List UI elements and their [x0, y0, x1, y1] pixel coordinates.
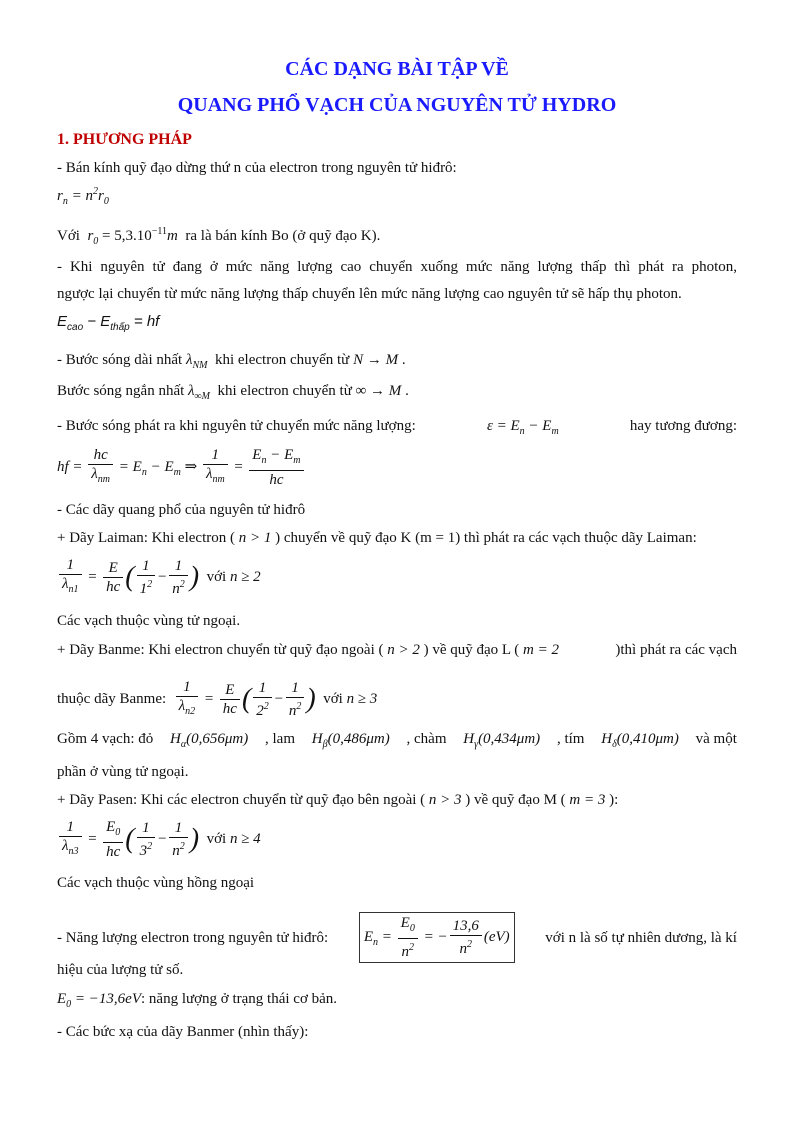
formula-energy-diff: $E_{cao} - E_{thấp}$ = hf [57, 313, 160, 333]
paragraph-balmer-visible: - Các bức xạ của dãy Banmer (nhìn thấy): [57, 1024, 309, 1040]
paragraph-photon-line1: - Khi nguyên tử đang ở mức năng lượng cao chuyển xuống mức năng lượng thấp thì phát ra photon, [57, 259, 737, 275]
paragraph-longest-wavelength: - Bước sóng dài nhất $\lambda_{NM}$ khi electron chuyển từ N → M . [57, 352, 406, 371]
paragraph-r0: Với $r_0 = 5,3.10^{-11}m$ ra là bán kính Bo (ở quỹ đạo K). [57, 226, 381, 247]
paragraph-balmer-lines: Gồm 4 vạch: đỏ $H_\alpha(0,656\mu m)$ , lam $H_\beta(0,486\mu m)$ , chàm $H_\gamma(0,434\mu m)$ , tím $H_\delta(0,410\mu m)$ và một [57, 731, 737, 750]
section-heading-method: 1. PHƯƠNG PHÁP [57, 131, 192, 148]
paragraph-lyman: + Dãy Laiman: Khi electron ( n > 1 ) chuyển về quỹ đạo K (m = 1) thì phát ra các vạch thuộc dãy Laiman: [57, 530, 697, 546]
formula-en-box: $E_n$ = $\frac{E_0}{n^2}$ = − $\frac{13,6}{n^2}$ (eV) [359, 912, 515, 963]
paragraph-balmer-uv: phần ở vùng tử ngoại. [57, 764, 189, 780]
paragraph-balmer-formula: thuộc dãy Banme: $\frac{1}{\lambda_{n2}}$ = $\frac{E}{hc}$ ( $\frac{1}{2^2}$ − $\frac{1}{n^2}$ ) với n ≥ 3 [57, 679, 378, 719]
paragraph-spectral-series: - Các dãy quang phổ của nguyên tử hiđrô [57, 502, 306, 518]
formula-hf: hf = $\frac{hc}{\lambda_{nm}}$ = $E_n - E_m$ ⇒ $\frac{1}{\lambda_{nm}}$ = $\frac{E_n - E_m}{hc}$ [57, 446, 306, 489]
paragraph-paschen: + Dãy Pasen: Khi các electron chuyển từ quỹ đạo bên ngoài ( n > 3 ) về quỹ đạo M ( m = 3 ): [57, 792, 619, 808]
document-title-line1: CÁC DẠNG BÀI TẬP VỀ [285, 58, 509, 80]
formula-lyman: $\frac{1}{\lambda_{n1}}$ = $\frac{E}{hc}$ ( $\frac{1}{1^2}$ − $\frac{1}{n^2}$ ) với n ≥ 2 [57, 556, 261, 599]
paragraph-photon-line2: ngược lại chuyển từ mức năng lượng thấp chuyển lên mức năng lượng cao nguyên tử sẽ hấp thụ photon. [57, 286, 682, 302]
paragraph-electron-energy: - Năng lượng electron trong nguyên tử hiđrô: $E_n$ = $\frac{E_0}{n^2}$ = − $\frac{13,6}{n^2}$ (eV) với n là số tự nhiên dương, là kí [57, 912, 737, 963]
paragraph-quantum-number: hiệu của lượng tử số. [57, 962, 184, 978]
paragraph-balmer: + Dãy Banme: Khi electron chuyển từ quỹ đạo ngoài ( n > 2 ) về quỹ đạo L ( m = 2 )thì phát ra các vạch [57, 642, 737, 658]
document-title-line2: QUANG PHỔ VẠCH CỦA NGUYÊN TỬ HYDRO [177, 94, 617, 116]
formula-rn: $r_n = n^2r_0$ [57, 186, 109, 207]
paragraph-bohr-radius: - Bán kính quỹ đạo dừng thứ n của electron trong nguyên tử hiđrô: [57, 160, 457, 176]
paragraph-shortest-wavelength: Bước sóng ngắn nhất $\lambda_{\infty M}$ khi electron chuyển từ ∞ → M . [57, 383, 409, 402]
formula-paschen: $\frac{1}{\lambda_{n3}}$ = $\frac{E_0}{hc}$ ( $\frac{1}{3^2}$ − $\frac{1}{n^2}$ ) với n ≥ 4 [57, 818, 261, 861]
paragraph-ground-state: $E_0 = -13,6eV$: năng lượng ở trạng thái cơ bản. [57, 991, 338, 1010]
paragraph-paschen-ir: Các vạch thuộc vùng hồng ngoại [57, 875, 255, 891]
paragraph-emitted-wavelength: - Bước sóng phát ra khi nguyên tử chuyển mức năng lượng: $\varepsilon = E_n - E_m$ hay tương đương: [57, 418, 737, 437]
paragraph-lyman-uv: Các vạch thuộc vùng tử ngoại. [57, 613, 241, 629]
